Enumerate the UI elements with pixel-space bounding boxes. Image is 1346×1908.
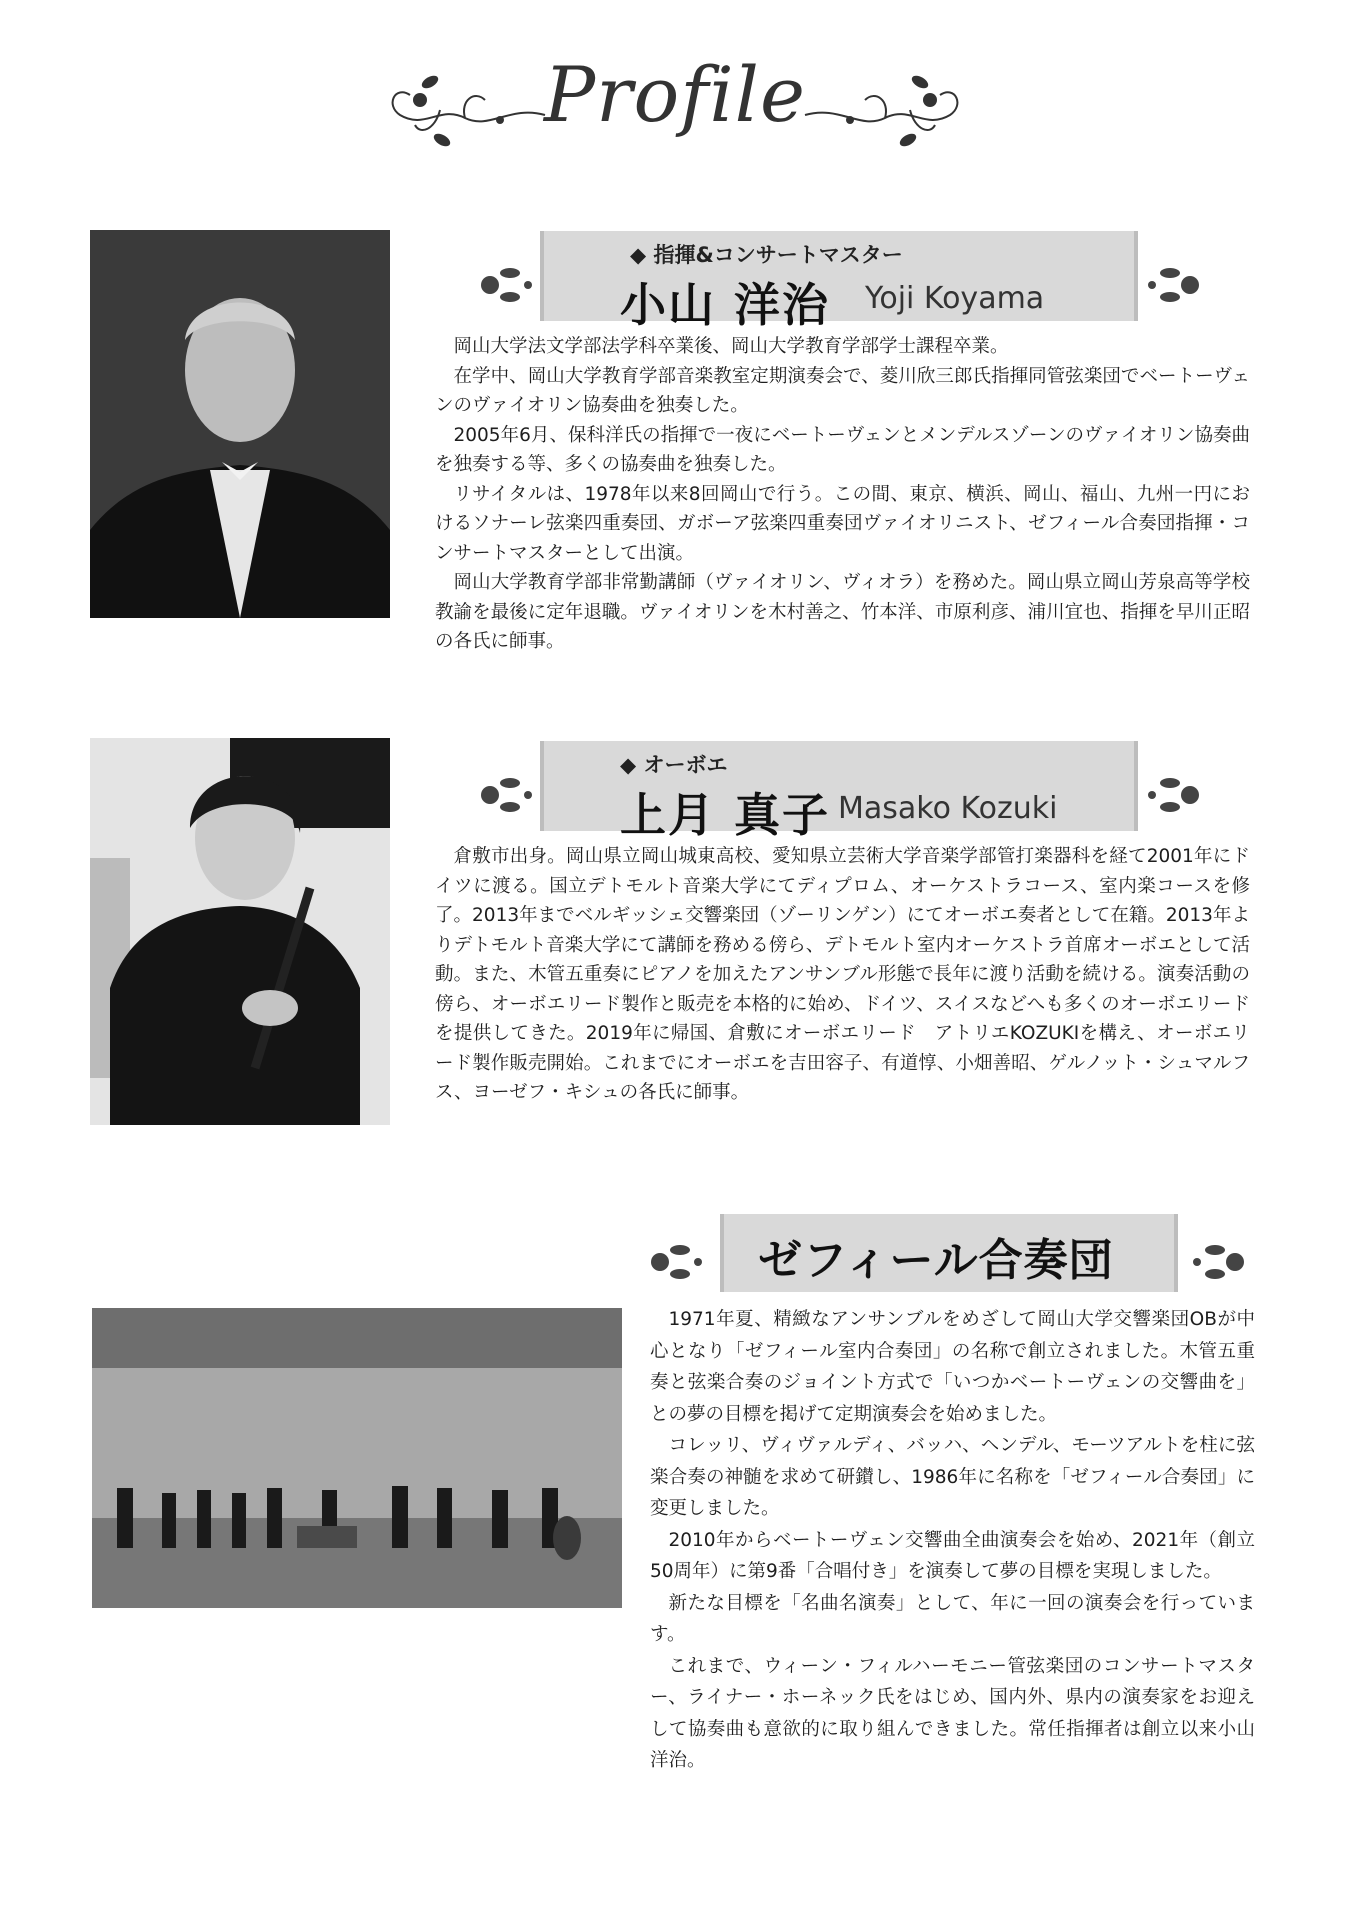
bio-paragraph: 2005年6月、保科洋氏の指揮で一夜にベートーヴェンとメンデルスゾーンのヴァイオリン協奏曲を独奏する等、多くの協奏曲を独奏した。: [435, 424, 1250, 475]
koyama-banner: [470, 225, 1210, 332]
ensemble-banner: [640, 1210, 1260, 1310]
koyama-name-jp: 小山 洋治: [620, 278, 831, 332]
profile-header: [380, 40, 970, 170]
ensemble-photo: [92, 1308, 622, 1608]
page-title: Profile: [544, 50, 806, 139]
bio-paragraph: 新たな目標を「名曲名演奏」として、年に一回の演奏会を行っています。: [650, 1592, 1255, 1645]
koyama-bio: [435, 332, 1250, 657]
bio-paragraph: 岡山大学教育学部非常勤講師（ヴァイオリン、ヴィオラ）を務めた。岡山県立岡山芳泉高等学校教諭を最後に定年退職。ヴァイオリンを木村善之、竹本洋、市原利彦、浦川宜也、指揮を早川正昭の各氏に師事。: [435, 572, 1250, 652]
ensemble-bio: [650, 1304, 1255, 1777]
bio-paragraph: 在学中、岡山大学教育学部音楽教室定期演奏会で、菱川欣三郎氏指揮同管弦楽団でベートーヴェンのヴァイオリン協奏曲を独奏した。: [435, 365, 1250, 416]
floral-ornament-icon: [1185, 1232, 1255, 1292]
koyama-role: ◆ 指揮&コンサートマスター: [630, 243, 903, 267]
left-flourish-icon: [380, 60, 550, 160]
floral-ornament-icon: [470, 255, 540, 315]
koyama-photo: [90, 230, 390, 618]
floral-ornament-icon: [470, 765, 540, 825]
bio-paragraph: 倉敷市出身。岡山県立岡山城東高校、愛知県立芸術大学音楽学部管打楽器科を経て2001年にドイツに渡る。国立デトモルト音楽大学にてディプロム、オーケストラコース、室内楽コースを修了。2013年までベルギッシェ交響楽団（ゾーリンゲン）にてオーボエ奏者として在籍。2013年よりデトモルト音楽大学にて講師を務める傍ら、デトモルト室内オーケストラ首席オーボエとして活動。また、木管五重奏にピアノを加えたアンサンブル形態で長年に渡り活動を続ける。演奏活動の傍ら、オーボエリード製作と販売を本格的に始め、ドイツ、スイスなどへも多くのオーボエリードを提供してきた。2019年に帰国、倉敷にオーボエリード アトリエKOZUKIを構え、オーボエリード製作販売開始。これまでにオーボエを吉田容子、有道惇、小畑善昭、ゲルノット・シュマルフス、ヨーゼフ・キシュの各氏に師事。: [435, 846, 1250, 1103]
bio-paragraph: これまで、ウィーン・フィルハーモニー管弦楽団のコンサートマスター、ライナー・ホーネック氏をはじめ、国内外、県内の演奏家をお迎えして協奏曲も意欲的に取り組んできました。常任指揮者は創立以来小山洋治。: [650, 1655, 1255, 1771]
koyama-name-en: Yoji Koyama: [865, 281, 1045, 316]
kozuki-name-jp: 上月 真子: [620, 788, 831, 842]
kozuki-banner: [470, 735, 1210, 842]
bio-paragraph: 1971年夏、精緻なアンサンブルをめざして岡山大学交響楽団OBが中心となり「ゼフィール室内合奏団」の名称で創立されました。木管五重奏と弦楽合奏のジョイント方式で「いつかベートーヴェンの交響曲を」との夢の目標を掲げて定期演奏会を始めました。: [650, 1309, 1255, 1425]
bio-paragraph: 岡山大学法文学部法学科卒業後、岡山大学教育学部学士課程卒業。: [453, 336, 1009, 357]
kozuki-photo: [90, 738, 390, 1125]
bio-paragraph: リサイタルは、1978年以来8回岡山で行う。この間、東京、横浜、岡山、福山、九州一円におけるソナーレ弦楽四重奏団、ガボーア弦楽四重奏団ヴァイオリニスト、ゼフィール合奏団指揮・コンサートマスターとして出演。: [435, 483, 1250, 564]
right-flourish-icon: [800, 60, 970, 160]
kozuki-name-en: Masako Kozuki: [838, 791, 1058, 826]
kozuki-role: ◆ オーボエ: [620, 753, 728, 777]
floral-ornament-icon: [1140, 765, 1210, 825]
ensemble-name: ゼフィール合奏団: [758, 1235, 1114, 1286]
kozuki-bio: [435, 842, 1250, 1108]
floral-ornament-icon: [640, 1232, 710, 1292]
bio-paragraph: 2010年からベートーヴェン交響曲全曲演奏会を始め、2021年（創立50周年）に第9番「合唱付き」を演奏して夢の目標を実現しました。: [650, 1529, 1255, 1582]
floral-ornament-icon: [1140, 255, 1210, 315]
bio-paragraph: コレッリ、ヴィヴァルディ、バッハ、ヘンデル、モーツアルトを柱に弦楽合奏の神髄を求めて研鑚し、1986年に名称を「ゼフィール合奏団」に変更しました。: [650, 1435, 1255, 1519]
